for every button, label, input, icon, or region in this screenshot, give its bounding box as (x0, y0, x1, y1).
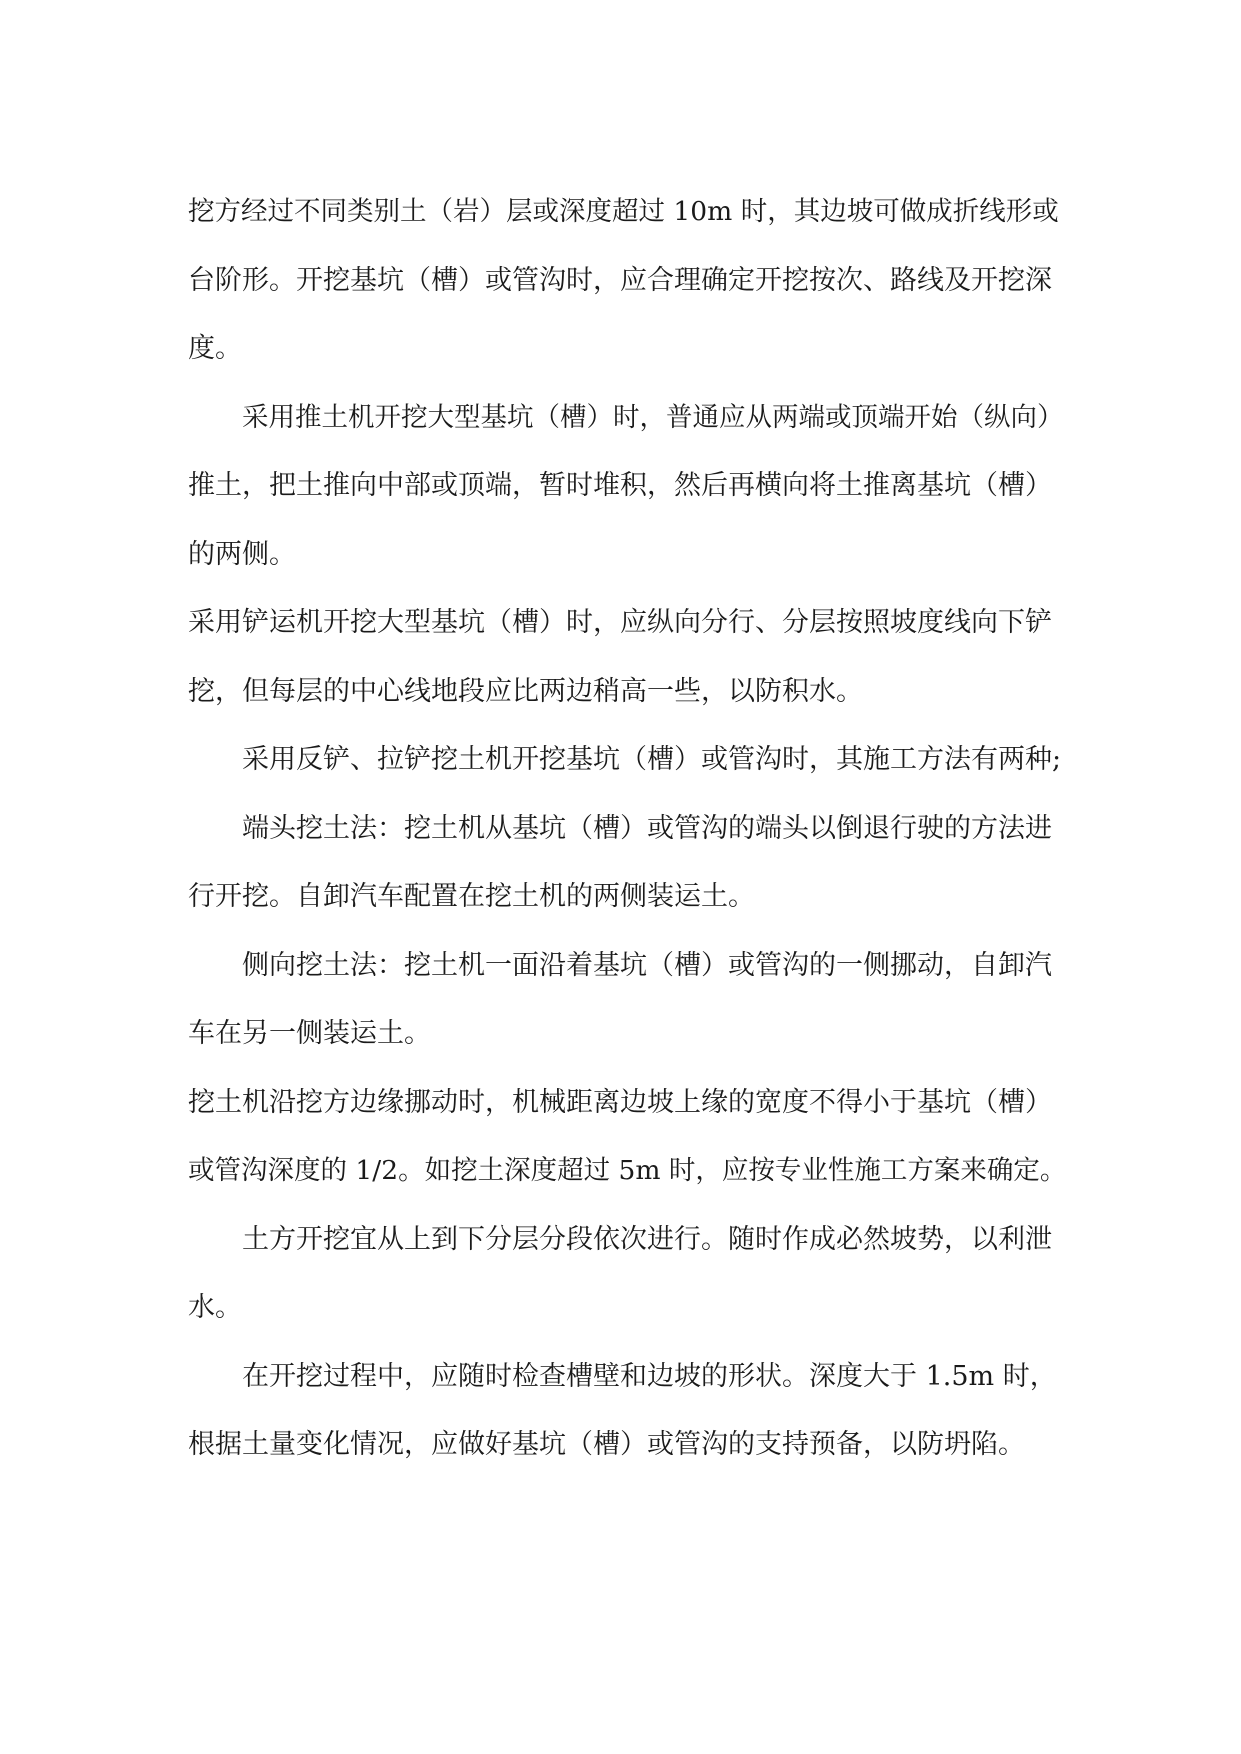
text-line: 采用反铲、拉铲挖土机开挖基坑（槽）或管沟时，其施工方法有两种; (242, 744, 1062, 775)
text-line: 挖，但每层的中心线地段应比两边稍高一些，以防积水。 (188, 675, 863, 707)
text-line: 根据土量变化情况，应做好基坑（槽）或管沟的支持预备，以防坍陷。 (188, 1429, 1025, 1460)
text-line: 的两侧。 (188, 538, 296, 570)
text-line: 台阶形。开挖基坑（槽）或管沟时，应合理确定开挖按次、路线及开挖深 (188, 264, 1052, 296)
text-line: 侧向挖土法：挖土机一面沿着基坑（槽）或管沟的一侧挪动，自卸汽 (242, 949, 1052, 981)
text-line: 端头挖土法：挖土机从基坑（槽）或管沟的端头以倒退行驶的方法进 (242, 812, 1052, 844)
text-line: 或管沟深度的 1/2。如挖土深度超过 5m 时，应按专业性施工方案来确定。 (188, 1155, 1067, 1186)
text-line: 挖方经过不同类别土（岩）层或深度超过 10m 时，其边坡可做成折线形或 (188, 196, 1059, 227)
text-line: 在开挖过程中，应随时检查槽壁和边坡的形状。深度大于 1.5m 时， (242, 1360, 1057, 1392)
text-line: 车在另一侧装运土。 (188, 1018, 431, 1049)
body-text (188, 178, 1068, 1480)
text-line: 水。 (188, 1292, 242, 1323)
text-line: 度。 (188, 333, 242, 364)
text-line: 挖土机沿挖方边缘挪动时，机械距离边坡上缘的宽度不得小于基坑（槽） (188, 1086, 1052, 1118)
text-line: 推土，把土推向中部或顶端，暂时堆积，然后再横向将土推离基坑（槽） (188, 470, 1052, 501)
text-line: 行开挖。自卸汽车配置在挖土机的两侧装运土。 (188, 881, 755, 912)
text-line: 采用铲运机开挖大型基坑（槽）时，应纵向分行、分层按照坡度线向下铲 (188, 607, 1052, 638)
text-line: 土方开挖宜从上到下分层分段依次进行。随时作成必然坡势，以利泄 (242, 1223, 1052, 1255)
text-line: 采用推土机开挖大型基坑（槽）时，普通应从两端或顶端开始（纵向） (242, 401, 1064, 433)
